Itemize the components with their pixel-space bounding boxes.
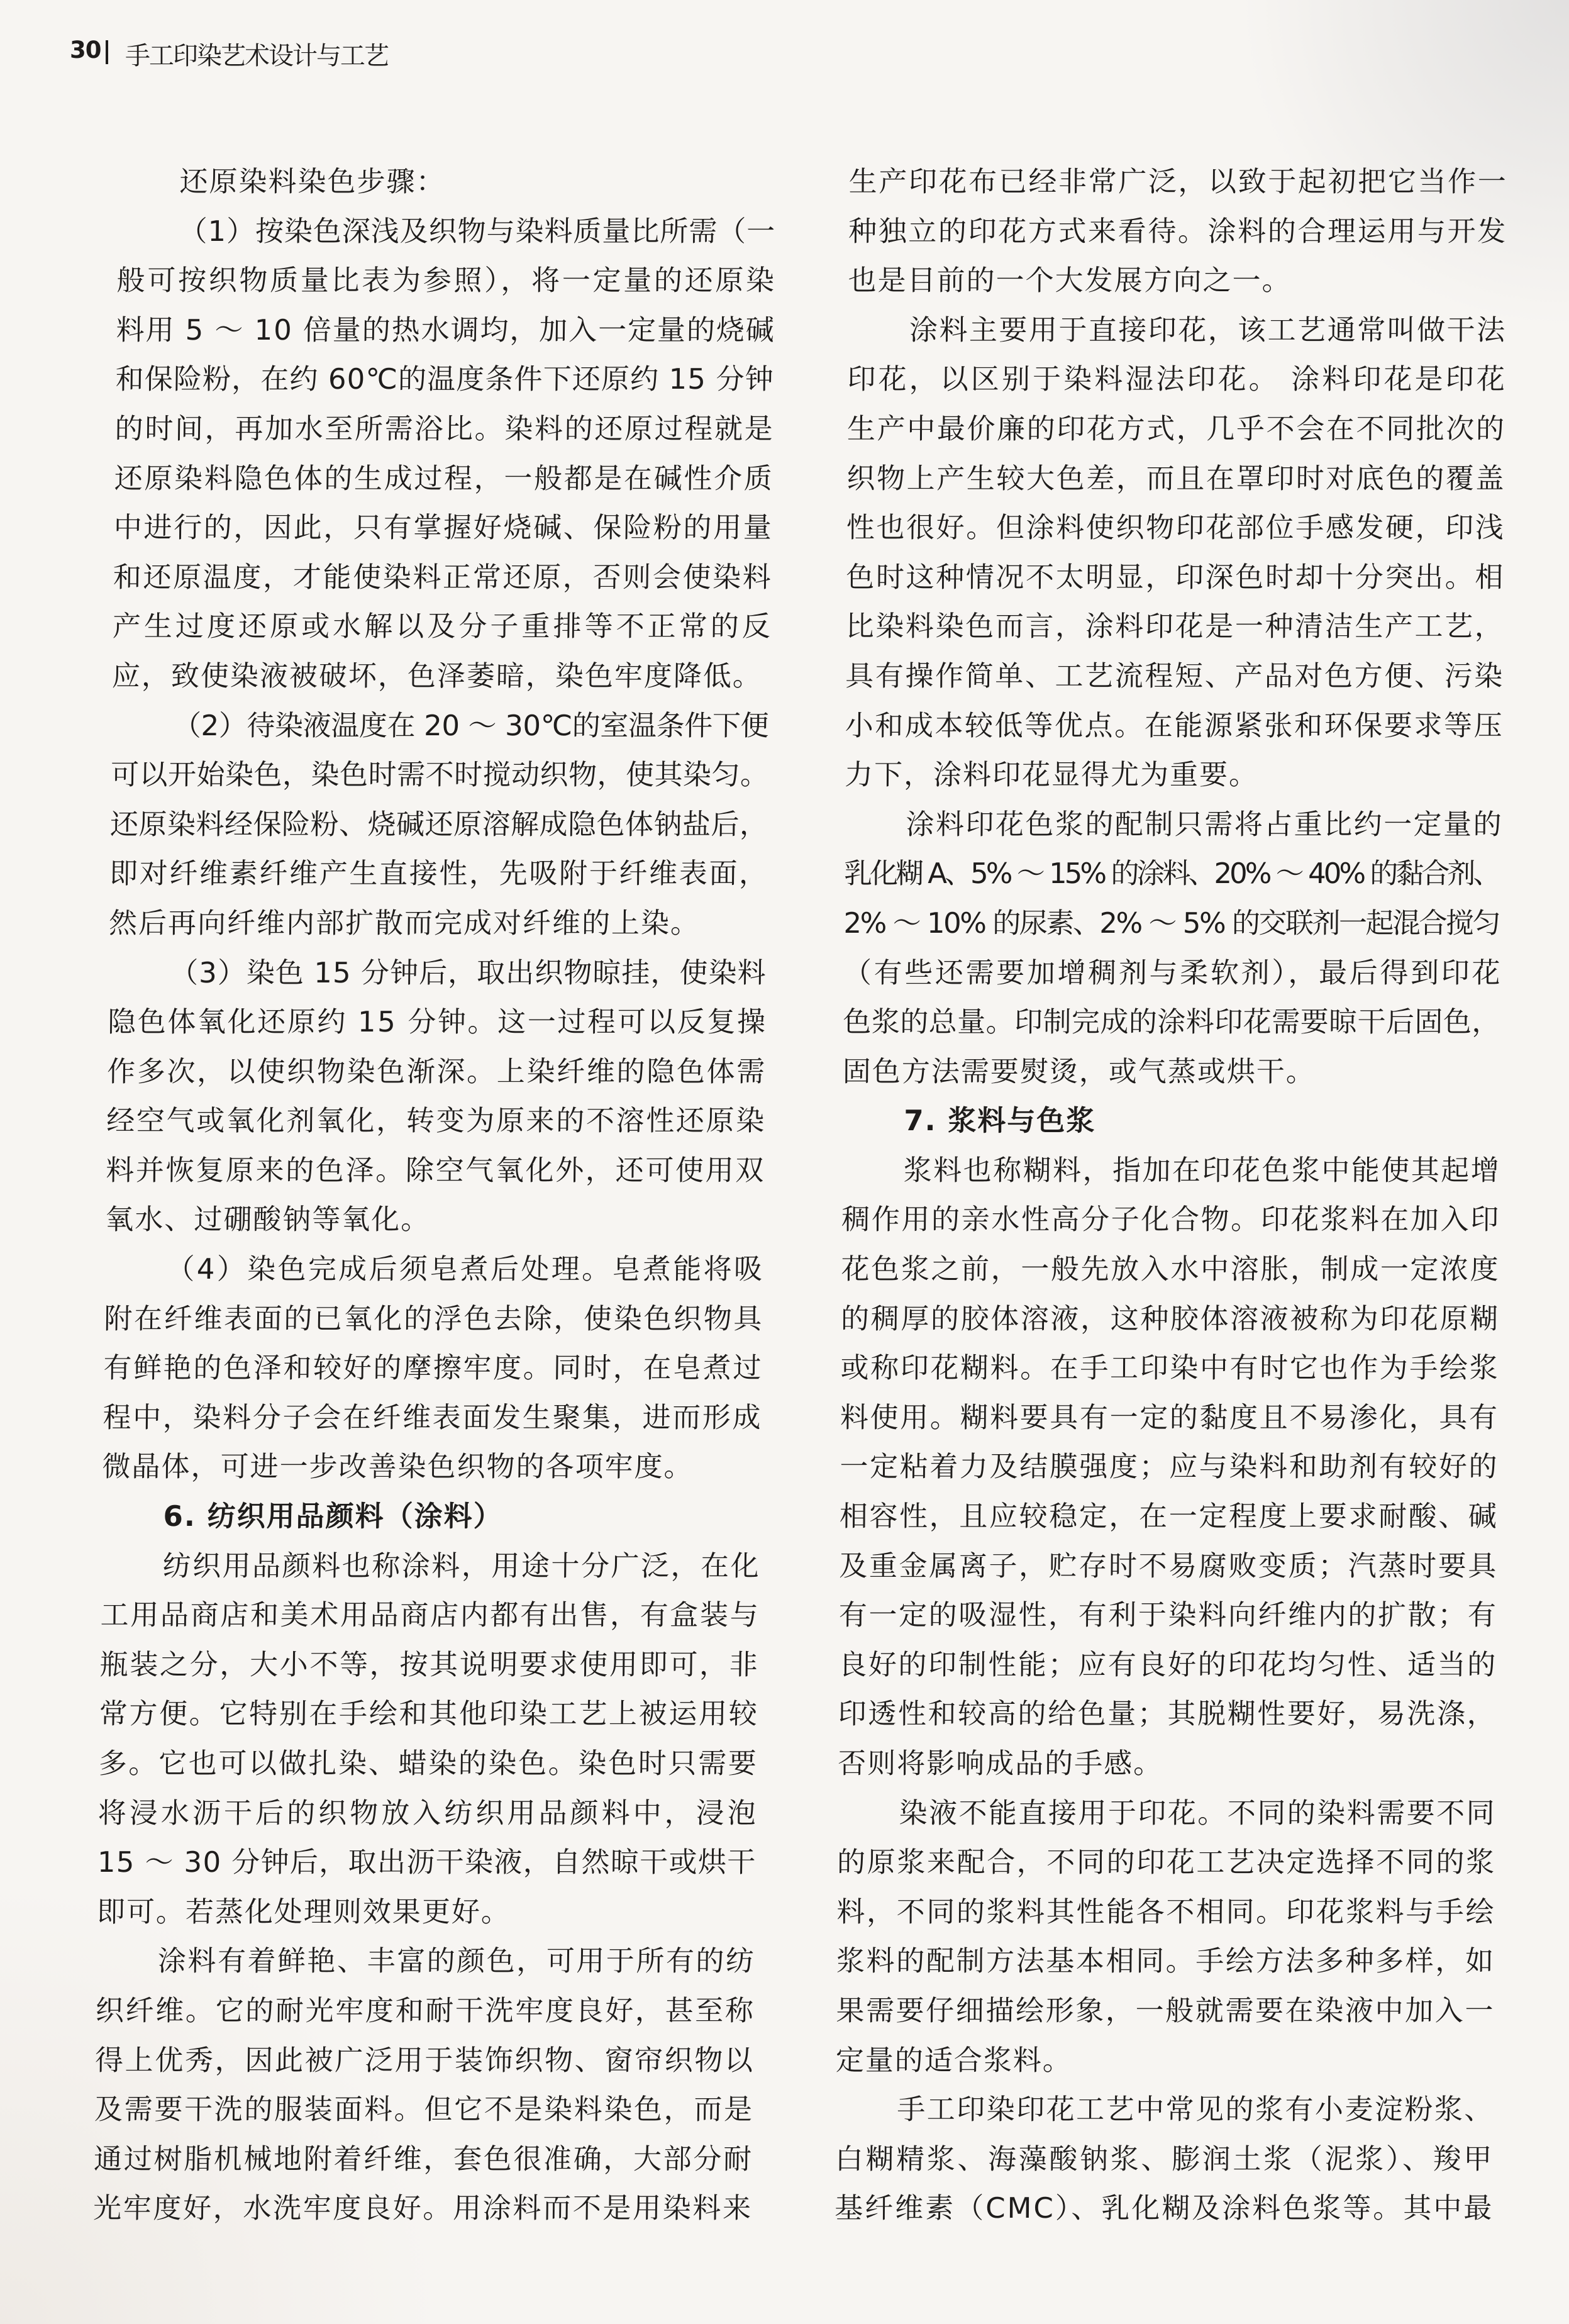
line-text: 种独立的印花方式来看待。涂料的合理运用与开发 (848, 214, 1507, 248)
text-line (835, 2135, 1493, 2184)
line-text: 手工印染印花工艺中常见的浆有小麦淀粉浆、 (897, 2093, 1495, 2127)
line-text: 2% ～ 10% 的尿素、2% ～ 5% 的交联剂一起混合搅匀 (843, 906, 1500, 940)
line-text: 般可按织物质量比表为参照），将一定量的还原染 (116, 264, 777, 297)
line-text: 果需要仔细描绘形象，一般就需要在染液中加入一 (836, 1993, 1495, 2027)
section-heading-7 (842, 1096, 1500, 1146)
text-line (117, 207, 775, 257)
text-line (106, 1096, 765, 1146)
text-line (841, 1245, 1499, 1294)
line-text: 涂料印花色浆的配制只需将占重比约一定量的 (906, 807, 1504, 841)
line-text: （1）按染色深浅及织物与染料质量比所需（一 (179, 214, 776, 248)
paragraph-textile-pigment (96, 1542, 759, 1937)
book-title (125, 40, 389, 72)
line-text: 花色浆之前，一般先放入水中溶胀，制成一定浓度 (841, 1252, 1500, 1286)
text-line (109, 849, 768, 899)
line-text: 小和成本较低等优点。在能源紧张和环保要求等压 (845, 708, 1504, 742)
text-line (843, 998, 1500, 1047)
text-line (840, 1393, 1498, 1443)
paragraph-pigment-printing (844, 306, 1508, 800)
line-text: 料并恢复原来的色泽。除空气氧化外，还可使用双 (106, 1153, 766, 1187)
text-line (111, 701, 769, 751)
text-line (116, 256, 775, 306)
line-text: （4）染色完成后须皂煮后处理。皂煮能将吸 (166, 1252, 765, 1286)
text-line (94, 2085, 753, 2135)
line-text: 中进行的，因此，只有掌握好烧碱、保险粉的用量 (113, 511, 773, 545)
line-text: 隐色体氧化还原约 15 分钟。这一过程可以反复操 (107, 1005, 768, 1039)
line-text: 可以开始染色，染色时需不时搅动织物，使其染匀。 (110, 758, 769, 792)
line-text: 定量的适合浆料。 (835, 2043, 1073, 2077)
paragraph-continued (848, 157, 1506, 306)
text-line (108, 998, 766, 1047)
text-line (111, 652, 770, 701)
text-line (113, 553, 771, 603)
line-text: 得上优秀，因此被广泛用于装饰织物、窗帘织物以 (94, 2043, 755, 2077)
text-line (110, 800, 768, 850)
page-number: 30 (70, 36, 101, 64)
line-text: 印花，以区别于染料湿法印花。 涂料印花是印花 (847, 362, 1508, 396)
text-line (105, 1195, 763, 1245)
text-line (103, 1393, 761, 1443)
line-text: 程中，染料分子会在纤维表面发生聚集，进而形成 (103, 1400, 763, 1434)
text-line (846, 553, 1504, 603)
line-text: 还原染料隐色体的生成过程，一般都是在碱性介质 (114, 461, 774, 495)
text-line (840, 1442, 1497, 1492)
line-text: 印透性和较高的给色量；其脱糊性要好，易洗涤， (838, 1697, 1497, 1731)
line-text: 经空气或氧化剂氧化，转变为原来的不溶性还原染 (106, 1104, 767, 1138)
line-text: 的稠厚的胶体溶液，这种胶体溶液被称为印花原糊 (840, 1301, 1500, 1335)
text-line (837, 1838, 1495, 1888)
line-text: 的时间，再加水至所需浴比。染料的还原过程就是 (114, 411, 775, 445)
paragraph-thickener (838, 1146, 1499, 1789)
paragraph-paste-formula (843, 800, 1502, 1097)
text-line (840, 1343, 1498, 1393)
text-line (840, 1492, 1497, 1542)
line-text: 光牢度好，水洗牢度良好。用涂料而不是用染料来 (92, 2191, 753, 2225)
text-line (94, 2135, 752, 2184)
header-separator (106, 40, 108, 64)
text-line (848, 157, 1506, 207)
line-text: 固色方法需要熨烫，或气蒸或烘干。 (842, 1054, 1316, 1088)
text-line (95, 2036, 753, 2086)
line-text: 料用 5 ～ 10 倍量的热水调均，加入一定量的烧碱 (116, 313, 776, 347)
line-text: 微晶体，可进一步改善染色织物的各项牢度。 (102, 1450, 694, 1484)
text-line (846, 602, 1504, 652)
line-text: 15 ～ 30 分钟后，取出沥干染液，自然晾干或烘干 (97, 1845, 757, 1879)
text-line (841, 1294, 1499, 1344)
text-line (114, 404, 773, 454)
line-text: 一定粘着力及结膜强度；应与染料和助剂有较好的 (840, 1450, 1499, 1484)
text-line (114, 454, 772, 504)
line-text: 染液不能直接用于印花。不同的染料需要不同 (899, 1796, 1497, 1830)
text-line (99, 1640, 758, 1690)
text-line (836, 1888, 1494, 1937)
line-text: 氧水、过硼酸钠等氧化。 (105, 1203, 431, 1237)
line-text: 织纤维。它的耐光牢度和耐干洗牢度良好，甚至称 (95, 1993, 755, 2027)
heading-text: 7. 浆料与色浆 (904, 1104, 1096, 1138)
line-text: 白糊精浆、海藻酸钠浆、膨润土浆（泥浆）、羧甲 (834, 2142, 1495, 2176)
text-line (102, 1442, 760, 1492)
text-line (845, 750, 1502, 800)
text-line (104, 1294, 762, 1344)
text-line (841, 1195, 1499, 1245)
text-line (848, 207, 1506, 257)
text-line (109, 899, 767, 948)
line-text: 相容性，且应较稳定，在一定程度上要求耐酸、碱 (839, 1499, 1499, 1533)
text-line (103, 1343, 762, 1393)
text-line (96, 1937, 754, 1986)
book-title-text: 手工印染艺术设计与工艺 (125, 42, 388, 70)
line-text: 比染料染色而言，涂料印花是一种清洁生产工艺， (845, 609, 1505, 643)
line-text: 即对纤维素纤维产生直接性，先吸附于纤维表面， (109, 857, 770, 891)
line-text: 否则将影响成品的手感。 (837, 1747, 1163, 1780)
paragraph-step-1 (111, 207, 775, 701)
text-line (118, 157, 776, 207)
line-text: 还原染料染色步骤： (179, 165, 446, 198)
line-text: 即可。若蒸化处理则效果更好。 (96, 1894, 511, 1928)
line-text: 乳化糊 A、5% ～ 15% 的涂料、20% ～ 40% 的黏合剂、 (843, 857, 1499, 891)
line-text: （2）待染液温度在 20 ～ 30℃的室温条件下便 (172, 708, 769, 742)
text-line (98, 1739, 757, 1789)
text-line (839, 1591, 1497, 1640)
line-text: （有些还需要加增稠剂与柔软剂），最后得到印花 (843, 955, 1503, 989)
text-line (93, 2184, 751, 2233)
text-line (837, 1789, 1495, 1838)
text-line (838, 1689, 1495, 1739)
text-line (112, 602, 774, 652)
text-line (848, 306, 1505, 355)
line-text: 良好的印制性能；应有良好的印花均匀性、适当的 (838, 1647, 1498, 1681)
line-text: 多。它也可以做扎染、蜡染的染色。染色时只需要 (98, 1747, 758, 1780)
text-line (97, 1789, 760, 1838)
line-text: 或称印花糊料。在手工印染中有时它也作为手绘浆 (840, 1351, 1500, 1385)
text-line (99, 1689, 757, 1739)
text-line (108, 948, 767, 998)
text-line (836, 1986, 1494, 2036)
text-line (844, 849, 1502, 899)
line-text: 生产中最价廉的印花方式，几乎不会在不同批次的 (846, 411, 1506, 445)
text-line (838, 1640, 1496, 1690)
line-text: 和保险粉，在约 60℃的温度条件下还原约 15 分钟 (115, 362, 775, 396)
section-heading-6 (101, 1492, 760, 1542)
text-line (834, 2184, 1492, 2233)
line-text: 浆料也称糊料，指加在印花色浆中能使其起增 (903, 1153, 1501, 1187)
line-text: 将浸水沥干后的织物放入纺织用品颜料中，浸泡 (97, 1796, 760, 1830)
line-text: 还原染料经保险粉、烧碱还原溶解成隐色体钠盐后， (109, 807, 768, 841)
line-text: 常方便。它特别在手绘和其他印染工艺上被运用较 (99, 1697, 759, 1731)
line-text: 的原浆来配合，不同的印花工艺决定选择不同的浆 (836, 1845, 1496, 1879)
text-line (845, 652, 1503, 701)
text-line (111, 750, 769, 800)
line-text: 性也很好。但涂料使织物印花部位手感发硬，印浅 (846, 511, 1505, 545)
line-text: 涂料有着鲜艳、丰富的颜色，可用于所有的纺 (157, 1944, 756, 1978)
text-line (97, 1838, 755, 1888)
text-line (835, 2085, 1493, 2135)
text-line (839, 1542, 1497, 1591)
text-line (96, 1986, 754, 2036)
text-line (836, 2036, 1494, 2086)
text-line (115, 355, 773, 404)
text-line (843, 948, 1501, 998)
paragraph-step-2 (109, 701, 770, 948)
line-text: 有鲜艳的色泽和较好的摩擦牢度。同时，在皂煮过 (103, 1351, 763, 1385)
line-text: 色时这种情况不太明显，印深色时却十分突出。相 (846, 560, 1505, 594)
text-line (836, 1937, 1494, 1986)
text-line (106, 1146, 764, 1196)
line-text: 基纤维素（CMC）、乳化糊及涂料色浆等。其中最 (834, 2191, 1494, 2225)
text-line (847, 355, 1508, 404)
text-line (843, 899, 1501, 948)
line-text: 力下，涂料印花显得尤为重要。 (844, 758, 1259, 792)
line-text: 涂料主要用于直接印花，该工艺通常叫做干法 (909, 313, 1507, 347)
line-text: 应，致使染液被破坏，色泽萎暗，染色牢度降低。 (111, 659, 763, 692)
text-line (841, 1146, 1499, 1196)
line-text: 纺织用品颜料也称涂料，用途十分广泛，在化 (162, 1548, 761, 1582)
line-text: 稠作用的亲水性高分子化合物。印花浆料在加入印 (841, 1203, 1501, 1237)
line-text: 工用品商店和美术用品商店内都有出售，有盒装与 (100, 1598, 760, 1632)
paragraph-step-3 (105, 948, 767, 1245)
line-text: 然后再向纤维内部扩散而完成对纤维的上染。 (108, 906, 701, 940)
paragraph-intro (118, 157, 776, 207)
paragraph-step-4 (102, 1245, 763, 1492)
paragraph-pigment-properties (93, 1937, 755, 2233)
text-line (116, 306, 774, 355)
line-text: 浆料的配制方法基本相同。手绘方法多种多样，如 (836, 1944, 1495, 1978)
line-text: 及需要干洗的服装面料。但它不是染料染色，而是 (94, 2093, 755, 2127)
text-line (847, 404, 1505, 454)
text-line (844, 800, 1502, 850)
line-text: 通过树脂机械地附着纤维，套色很准确，大部分耐 (93, 2142, 754, 2176)
line-text: 织物上产生较大色差，而且在罩印时对底色的覆盖 (846, 461, 1506, 495)
left-column (93, 157, 776, 2233)
line-text: 色浆的总量。印制完成的涂料印花需要晾干后固色， (843, 1005, 1501, 1039)
text-line (104, 1245, 763, 1294)
line-text: 和还原温度，才能使染料正常还原，否则会使染料 (113, 560, 773, 594)
line-text: 有一定的吸湿性，有利于染料向纤维内的扩散；有 (838, 1598, 1498, 1632)
line-text: 料，不同的浆料其性能各不相同。印花浆料与手绘 (836, 1894, 1496, 1928)
text-line (848, 256, 1505, 306)
line-text: 及重金属离子，贮存时不易腐败变质；汽蒸时要具 (839, 1548, 1499, 1582)
text-line (838, 1739, 1495, 1789)
text-line (845, 701, 1502, 751)
paragraph-dye-liquor (836, 1789, 1495, 2086)
text-line (846, 454, 1504, 504)
line-text: （3）染色 15 分钟后，取出织物晾挂，使染料 (169, 955, 767, 989)
text-line (107, 1047, 765, 1097)
line-text: 作多次，以使织物染色渐深。上染纤维的隐色体需 (106, 1054, 767, 1088)
heading-text: 6. 纺织用品颜料（涂料） (163, 1499, 504, 1533)
text-line (101, 1542, 759, 1591)
text-line (100, 1591, 758, 1640)
line-text: 具有操作简单、工艺流程短、产品对色方便、污染 (845, 659, 1505, 692)
line-text: 附在纤维表面的已氧化的浮色去除，使染色织物具 (104, 1301, 764, 1335)
text-line (113, 503, 772, 553)
paragraph-common-pastes (834, 2085, 1493, 2233)
line-text: 产生过度还原或水解以及分子重排等不正常的反 (112, 609, 774, 643)
text-line (96, 1888, 755, 1937)
right-column (834, 157, 1506, 2233)
line-text: 料使用。糊料要具有一定的黏度且不易渗化，具有 (840, 1400, 1499, 1434)
line-text: 也是目前的一个大发展方向之一。 (848, 264, 1292, 297)
text-line (846, 503, 1504, 553)
text-line (843, 1047, 1500, 1097)
line-text: 生产印花布已经非常广泛，以致于起初把它当作一 (848, 165, 1508, 198)
line-text: 瓶装之分，大小不等，按其说明要求使用即可，非 (99, 1647, 760, 1681)
